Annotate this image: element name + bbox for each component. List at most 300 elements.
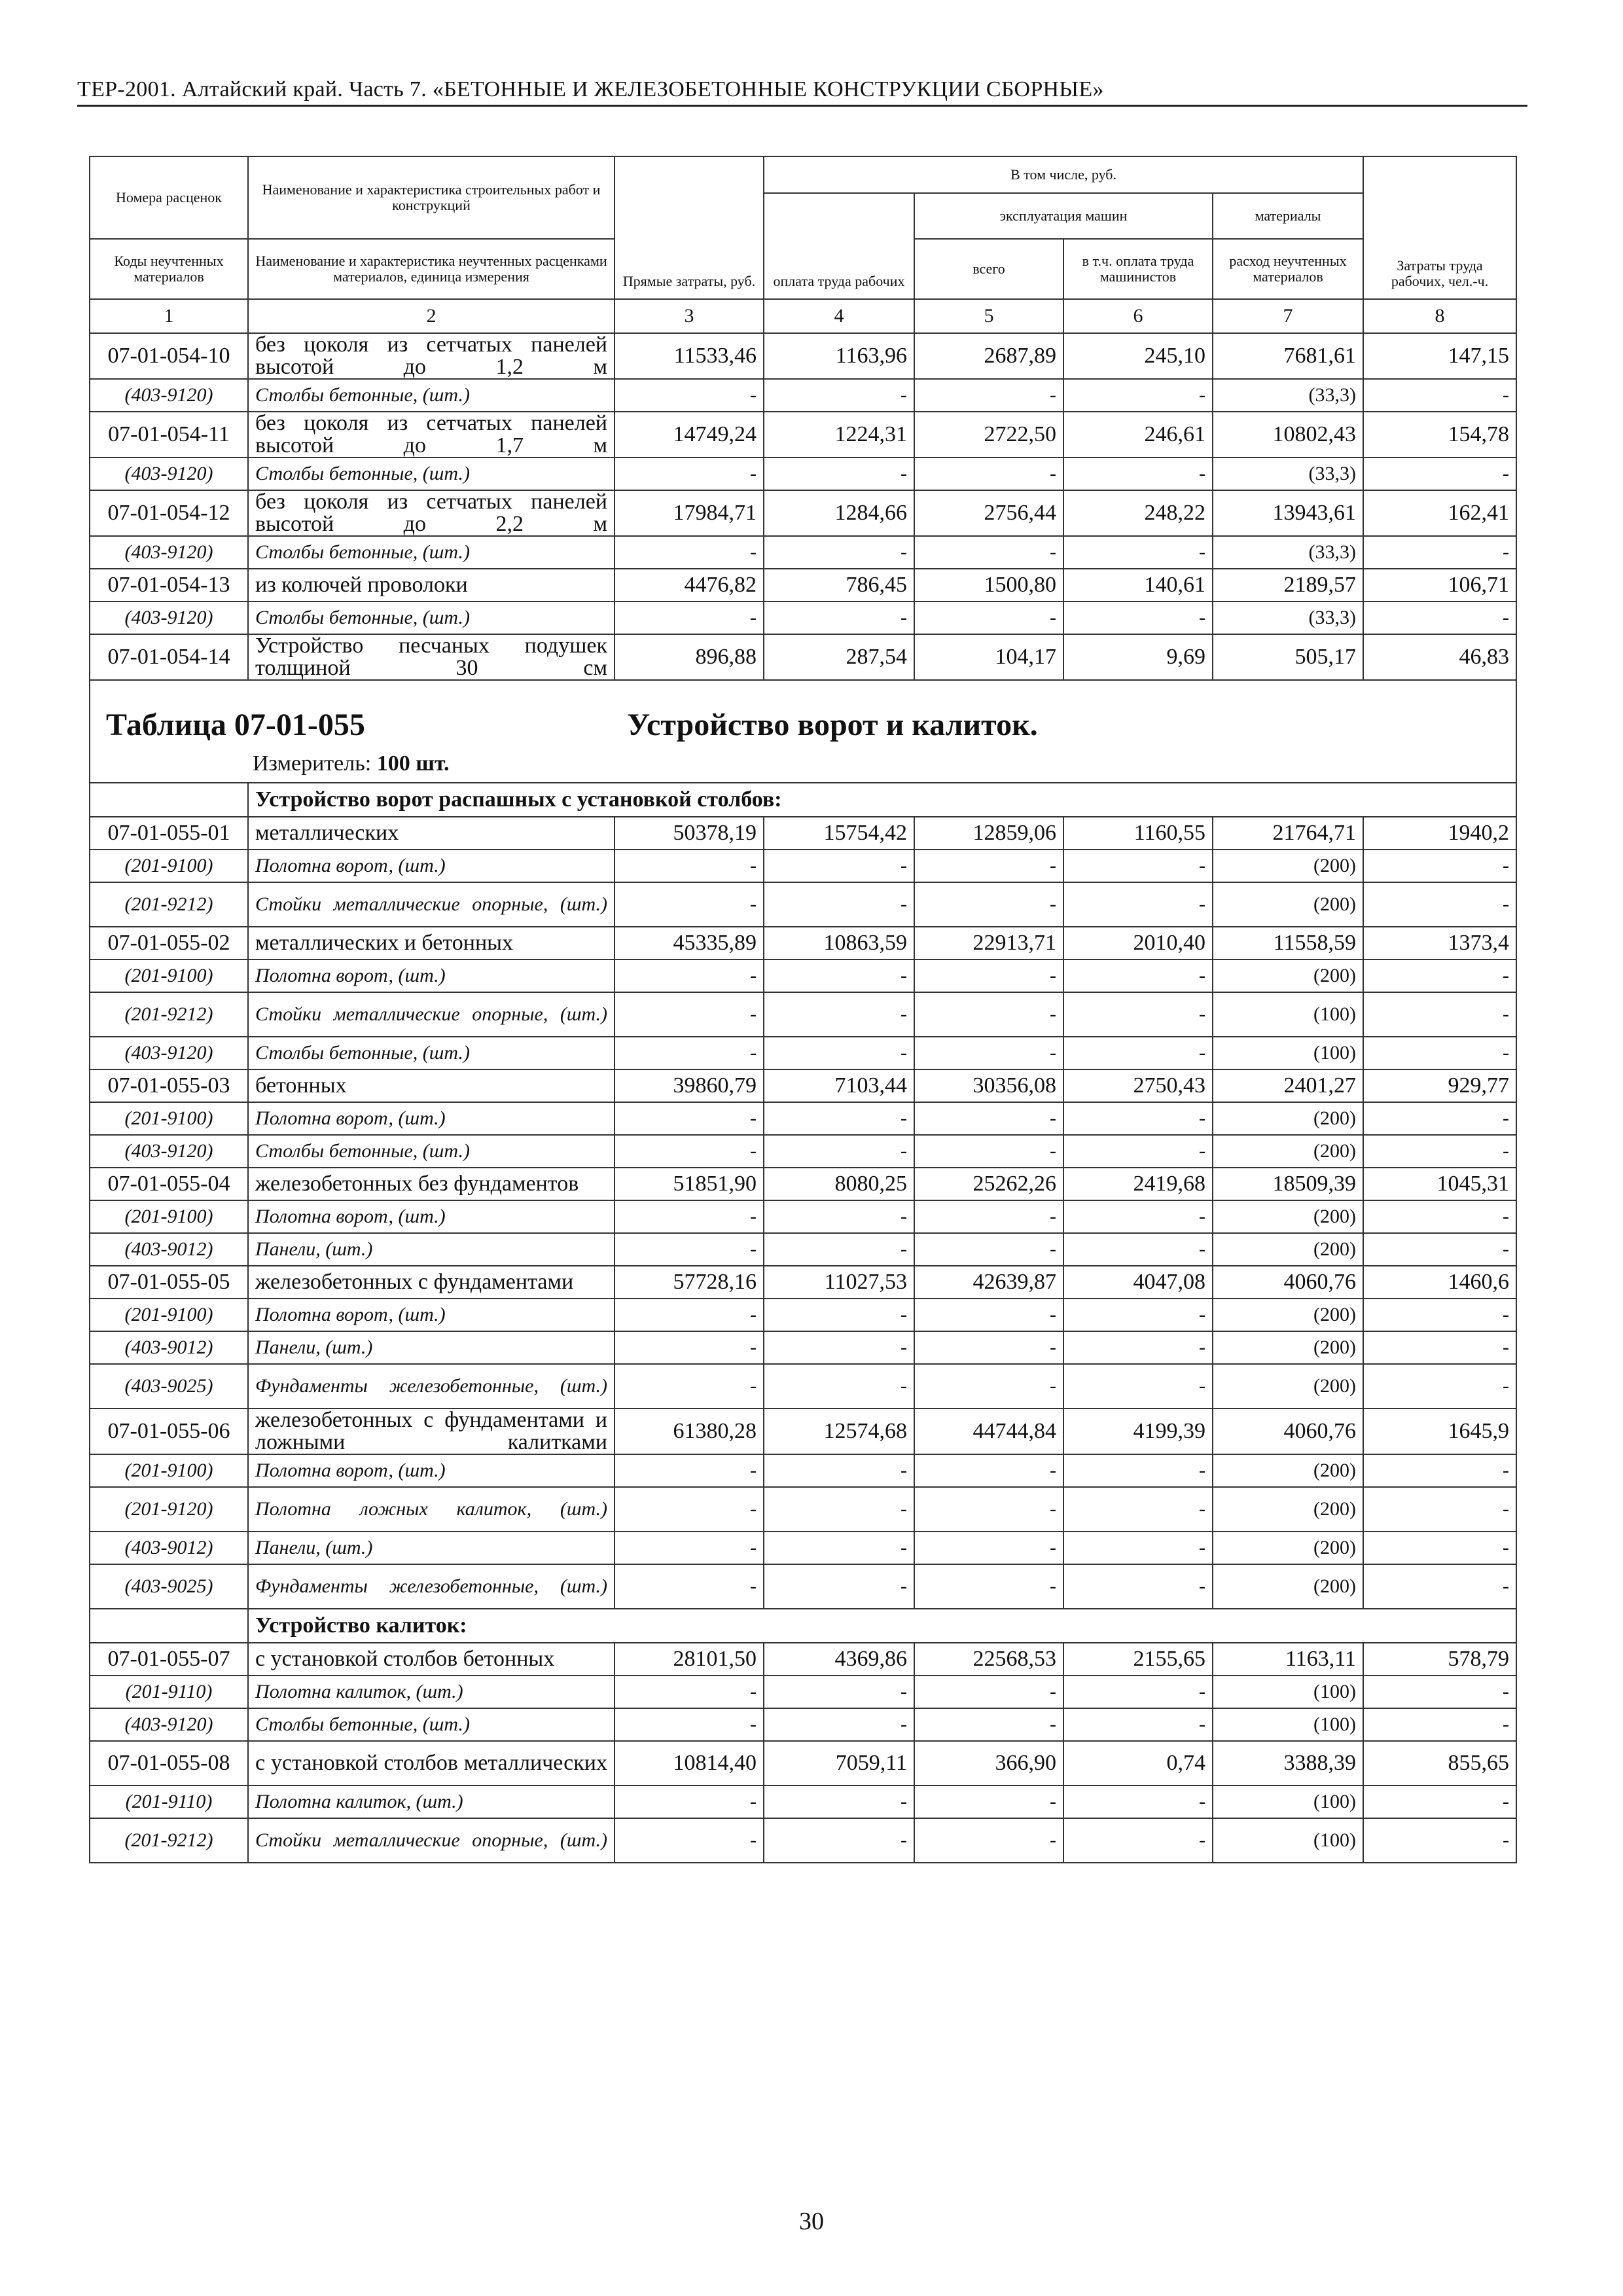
rate-value: 2010,40 [1063,927,1213,960]
rate-row [90,817,1516,850]
material-name: Панели, (шт.) [248,1233,615,1266]
rate-code: 07-01-055-06 [90,1408,248,1454]
material-name: Стойки металлические опорные, (шт.) [248,882,615,927]
dash-cell: - [1063,1564,1213,1609]
material-code: (403-9012) [90,1233,248,1266]
rate-value: 10802,43 [1213,412,1363,457]
dash-cell: - [914,882,1063,927]
material-name: Полотна ворот, (шт.) [248,1102,615,1135]
dash-cell: - [1063,1676,1213,1708]
rate-value: 2722,50 [914,412,1063,457]
material-name: Полотна калиток, (шт.) [248,1676,615,1708]
rate-value: 786,45 [764,569,914,601]
table-number: Таблица 07-01-055 [106,708,365,742]
material-qty: (33,3) [1213,536,1363,569]
rate-value: 248,22 [1063,490,1213,536]
rate-value: 17984,71 [615,490,764,536]
dash-cell: - [1063,992,1213,1037]
material-qty: (200) [1213,1200,1363,1233]
material-row [90,1102,1516,1135]
rate-value: 10863,59 [764,927,914,960]
dash-cell: - [615,1676,764,1708]
table-heading: Устройство ворот и калиток. [627,708,1038,742]
material-row [90,882,1516,927]
material-row [90,1708,1516,1741]
material-qty: (200) [1213,850,1363,882]
dash-cell: - [764,1200,914,1233]
dash-cell: - [1063,1785,1213,1818]
material-qty: (200) [1213,1564,1363,1609]
rate-code: 07-01-054-10 [90,333,248,379]
rate-name: с установкой столбов бетонных [248,1643,615,1676]
material-row [90,1037,1516,1069]
dash-cell: - [764,1102,914,1135]
dash-cell: - [764,1708,914,1741]
material-row [90,1487,1516,1532]
dash-cell: - [1363,1708,1516,1741]
dash-cell: - [615,882,764,927]
rate-row [90,1741,1516,1785]
material-name: Столбы бетонные, (шт.) [248,601,615,634]
rate-row [90,1408,1516,1454]
rate-name: металлических и бетонных [248,927,615,960]
material-name: Полотна ворот, (шт.) [248,1454,615,1487]
rate-value: 11558,59 [1213,927,1363,960]
rate-value: 18509,39 [1213,1168,1363,1200]
rate-value: 147,15 [1363,333,1516,379]
material-row [90,379,1516,412]
dash-cell: - [914,1037,1063,1069]
rate-value: 2687,89 [914,333,1063,379]
material-code: (201-9120) [90,1487,248,1532]
rate-value: 578,79 [1363,1643,1516,1676]
dash-cell: - [914,960,1063,992]
material-name: Полотна ложных калиток, (шт.) [248,1487,615,1532]
dash-cell: - [1063,1200,1213,1233]
dash-cell: - [1363,457,1516,490]
dash-cell: - [764,379,914,412]
rate-value: 245,10 [1063,333,1213,379]
rate-value: 855,65 [1363,1741,1516,1785]
material-name: Столбы бетонные, (шт.) [248,1135,615,1168]
material-code: (201-9100) [90,960,248,992]
dash-cell: - [1063,1487,1213,1532]
rate-value: 104,17 [914,634,1063,680]
rate-value: 162,41 [1363,490,1516,536]
material-name: Стойки металлические опорные, (шт.) [248,1818,615,1863]
rate-value: 2750,43 [1063,1069,1213,1102]
col4-header: оплата труда рабочих [764,193,914,299]
col6-header: в т.ч. оплата труда машинистов [1063,239,1213,299]
rate-name: из колючей проволоки [248,569,615,601]
dash-cell: - [1063,601,1213,634]
material-row [90,1364,1516,1408]
rate-name: Устройство песчаных подушек толщиной 30 см [248,634,615,680]
material-qty: (100) [1213,1785,1363,1818]
material-name: Фундаменты железобетонные, (шт.) [248,1364,615,1408]
rate-value: 4060,76 [1213,1408,1363,1454]
rate-value: 1224,31 [764,412,914,457]
section-row [90,783,1516,817]
dash-cell: - [1063,1708,1213,1741]
header-rule [77,105,1527,107]
dash-cell: - [615,1818,764,1863]
material-row [90,1818,1516,1863]
rate-value: 287,54 [764,634,914,680]
column-number: 5 [914,299,1063,333]
dash-cell: - [1363,1037,1516,1069]
dash-cell: - [1363,379,1516,412]
material-name: Столбы бетонные, (шт.) [248,1037,615,1069]
rate-value: 39860,79 [615,1069,764,1102]
rate-row [90,1069,1516,1102]
dash-cell: - [764,960,914,992]
material-name: Полотна ворот, (шт.) [248,1200,615,1233]
material-row [90,1785,1516,1818]
material-qty: (200) [1213,1364,1363,1408]
material-qty: (200) [1213,960,1363,992]
material-row [90,601,1516,634]
dash-cell: - [1063,1037,1213,1069]
col8-header: Затраты труда рабочих, чел.-ч. [1363,156,1516,299]
dash-cell: - [1363,1331,1516,1364]
material-qty: (200) [1213,1102,1363,1135]
dash-cell: - [764,1135,914,1168]
material-code: (201-9100) [90,1454,248,1487]
material-row [90,536,1516,569]
rate-value: 140,61 [1063,569,1213,601]
rate-value: 3388,39 [1213,1741,1363,1785]
rate-row [90,490,1516,536]
dash-cell: - [764,1454,914,1487]
rate-code: 07-01-055-01 [90,817,248,850]
dash-cell: - [615,1299,764,1331]
dash-cell: - [914,536,1063,569]
material-qty: (100) [1213,1818,1363,1863]
material-qty: (200) [1213,1135,1363,1168]
column-numbers-row [90,299,1516,333]
rate-value: 12859,06 [914,817,1063,850]
material-code: (201-9100) [90,1102,248,1135]
dash-cell: - [1063,960,1213,992]
rate-value: 246,61 [1063,412,1213,457]
rate-row [90,412,1516,457]
dash-cell: - [1063,882,1213,927]
rate-value: 7059,11 [764,1741,914,1785]
dash-cell: - [1063,1135,1213,1168]
rate-name: бетонных [248,1069,615,1102]
col3-header: Прямые затраты, руб. [615,156,764,299]
dash-cell: - [914,1532,1063,1564]
table-body-054 [90,333,1516,680]
rate-value: 1645,9 [1363,1408,1516,1454]
rate-value: 2419,68 [1063,1168,1213,1200]
page-number: 30 [799,2208,824,2235]
material-name: Полотна ворот, (шт.) [248,1299,615,1331]
material-code: (403-9025) [90,1364,248,1408]
material-qty: (200) [1213,882,1363,927]
col2-top-header: Наименование и характеристика строительных работ и конструкций [248,156,615,239]
section-title: Устройство калиток: [248,1609,1516,1643]
dash-cell: - [1063,536,1213,569]
dash-cell: - [1363,850,1516,882]
section-row [90,1609,1516,1643]
rate-name: металлических [248,817,615,850]
material-code: (201-9110) [90,1785,248,1818]
dash-cell: - [914,1102,1063,1135]
material-code: (201-9100) [90,850,248,882]
material-qty: (100) [1213,992,1363,1037]
dash-cell: - [914,1487,1063,1532]
dash-cell: - [1363,601,1516,634]
col2-bottom-header: Наименование и характеристика неучтенных расценками материалов, единица измерения [248,239,615,299]
rate-code: 07-01-054-13 [90,569,248,601]
material-name: Полотна ворот, (шт.) [248,960,615,992]
dash-cell: - [914,1200,1063,1233]
rate-row [90,1168,1516,1200]
col1-top-header: Номера расценок [90,156,248,239]
dash-cell: - [1363,1299,1516,1331]
dash-cell: - [914,1454,1063,1487]
dash-cell: - [1363,1785,1516,1818]
dash-cell: - [615,960,764,992]
col5-header: всего [914,239,1063,299]
rate-value: 366,90 [914,1741,1063,1785]
dash-cell: - [1363,992,1516,1037]
dash-cell: - [914,1564,1063,1609]
rate-name: без цоколя из сетчатых панелей высотой до 1,2 м [248,333,615,379]
dash-cell: - [764,601,914,634]
dash-cell: - [914,1135,1063,1168]
material-code: (403-9025) [90,1564,248,1609]
rate-value: 1373,4 [1363,927,1516,960]
dash-cell: - [914,457,1063,490]
dash-cell: - [764,1233,914,1266]
material-qty: (200) [1213,1532,1363,1564]
dash-cell: - [615,1564,764,1609]
rate-value: 1500,80 [914,569,1063,601]
rate-value: 4047,08 [1063,1266,1213,1299]
dash-cell: - [764,1564,914,1609]
material-code: (201-9212) [90,992,248,1037]
rate-value: 1940,2 [1363,817,1516,850]
rate-code: 07-01-055-02 [90,927,248,960]
material-name: Панели, (шт.) [248,1331,615,1364]
material-qty: (100) [1213,1037,1363,1069]
dash-cell: - [764,1532,914,1564]
rate-row [90,333,1516,379]
rate-value: 61380,28 [615,1408,764,1454]
material-code: (403-9120) [90,1037,248,1069]
material-qty: (33,3) [1213,379,1363,412]
dash-cell: - [1363,1676,1516,1708]
material-row [90,1532,1516,1564]
rate-value: 154,78 [1363,412,1516,457]
dash-cell: - [914,1331,1063,1364]
dash-cell: - [1363,1200,1516,1233]
dash-cell: - [615,1037,764,1069]
table-body-055a [90,817,1516,1609]
rate-name: железобетонных с фундаментами [248,1266,615,1299]
dash-cell: - [764,882,914,927]
dash-cell: - [914,1708,1063,1741]
rate-value: 4199,39 [1063,1408,1213,1454]
dash-cell: - [1063,1102,1213,1135]
material-name: Столбы бетонные, (шт.) [248,1708,615,1741]
rate-row [90,634,1516,680]
rate-value: 7103,44 [764,1069,914,1102]
rate-value: 11533,46 [615,333,764,379]
rate-name: железобетонных без фундаментов [248,1168,615,1200]
rate-value: 2155,65 [1063,1643,1213,1676]
material-name: Фундаменты железобетонные, (шт.) [248,1564,615,1609]
dash-cell: - [615,992,764,1037]
group-main-header: В том числе, руб. [764,156,1363,193]
material-code: (403-9120) [90,601,248,634]
rate-name: без цоколя из сетчатых панелей высотой до 1,7 м [248,412,615,457]
rate-row [90,1266,1516,1299]
material-qty: (200) [1213,1487,1363,1532]
material-qty: (200) [1213,1299,1363,1331]
dash-cell: - [764,457,914,490]
material-name: Столбы бетонные, (шт.) [248,536,615,569]
rate-code: 07-01-055-03 [90,1069,248,1102]
material-row [90,1454,1516,1487]
material-code: (201-9212) [90,1818,248,1863]
section-title: Устройство ворот распашных с установкой столбов: [248,783,1516,817]
dash-cell: - [615,1102,764,1135]
dash-cell: - [764,1331,914,1364]
document-header: ТЕР-2001. Алтайский край. Часть 7. «БЕТОННЫЕ И ЖЕЛЕЗОБЕТОННЫЕ КОНСТРУКЦИИ СБОРНЫЕ» [77,77,1104,101]
rate-value: 46,83 [1363,634,1516,680]
rate-value: 4060,76 [1213,1266,1363,1299]
dash-cell: - [1063,1454,1213,1487]
rate-name: железобетонных с фундаментами и ложными калитками [248,1408,615,1454]
dash-cell: - [1063,1818,1213,1863]
rate-value: 15754,42 [764,817,914,850]
rate-value: 505,17 [1213,634,1363,680]
dash-cell: - [615,1135,764,1168]
rate-value: 8080,25 [764,1168,914,1200]
rate-row [90,1643,1516,1676]
material-row [90,1676,1516,1708]
dash-cell: - [1063,1532,1213,1564]
rate-name: с установкой столбов металлических [248,1741,615,1785]
column-number: 1 [90,299,248,333]
material-qty: (200) [1213,1454,1363,1487]
dash-cell: - [1363,1102,1516,1135]
dash-cell: - [1363,882,1516,927]
rate-value: 45335,89 [615,927,764,960]
rate-value: 14749,24 [615,412,764,457]
rate-code: 07-01-054-14 [90,634,248,680]
material-qty: (33,3) [1213,457,1363,490]
col1-bottom-header: Коды неучтенных материалов [90,239,248,299]
rate-value: 1163,11 [1213,1643,1363,1676]
material-row [90,1299,1516,1331]
material-row [90,1135,1516,1168]
table-055-title [90,680,1516,817]
dash-cell: - [914,1785,1063,1818]
dash-cell: - [1063,1233,1213,1266]
dash-cell: - [1363,1532,1516,1564]
material-name: Столбы бетонные, (шт.) [248,457,615,490]
dash-cell: - [764,1299,914,1331]
rate-code: 07-01-054-11 [90,412,248,457]
rate-value: 1163,96 [764,333,914,379]
rate-value: 11027,53 [764,1266,914,1299]
rate-value: 1460,6 [1363,1266,1516,1299]
dash-cell: - [914,1364,1063,1408]
dash-cell: - [1363,1818,1516,1863]
dash-cell: - [1363,1135,1516,1168]
material-name: Стойки металлические опорные, (шт.) [248,992,615,1037]
rate-value: 51851,90 [615,1168,764,1200]
material-code: (403-9012) [90,1532,248,1564]
rate-code: 07-01-055-04 [90,1168,248,1200]
dash-cell: - [615,1454,764,1487]
dash-cell: - [914,379,1063,412]
rate-value: 50378,19 [615,817,764,850]
dash-cell: - [1063,379,1213,412]
rate-value: 44744,84 [914,1408,1063,1454]
group-materials-header: материалы [1213,193,1363,239]
table-header [90,156,1516,333]
dash-cell: - [764,992,914,1037]
material-qty: (33,3) [1213,601,1363,634]
rate-value: 12574,68 [764,1408,914,1454]
material-row [90,1564,1516,1609]
rate-value: 1045,31 [1363,1168,1516,1200]
dash-cell: - [615,379,764,412]
table-body-055b [90,1643,1516,1863]
material-code: (403-9120) [90,1708,248,1741]
rate-value: 2401,27 [1213,1069,1363,1102]
rate-value: 929,77 [1363,1069,1516,1102]
material-row [90,457,1516,490]
rate-value: 106,71 [1363,569,1516,601]
material-qty: (100) [1213,1708,1363,1741]
rate-code: 07-01-055-07 [90,1643,248,1676]
rate-value: 30356,08 [914,1069,1063,1102]
column-number: 2 [248,299,615,333]
rate-row [90,927,1516,960]
material-name: Полотна калиток, (шт.) [248,1785,615,1818]
rate-code: 07-01-055-05 [90,1266,248,1299]
dash-cell: - [1363,1564,1516,1609]
material-name: Панели, (шт.) [248,1532,615,1564]
dash-cell: - [615,1532,764,1564]
material-code: (403-9012) [90,1331,248,1364]
dash-cell: - [1363,1454,1516,1487]
dash-cell: - [1063,1364,1213,1408]
dash-cell: - [1363,1364,1516,1408]
column-number: 4 [764,299,914,333]
dash-cell: - [1063,1331,1213,1364]
rate-value: 10814,40 [615,1741,764,1785]
dash-cell: - [1363,960,1516,992]
dash-cell: - [615,1785,764,1818]
dash-cell: - [764,1818,914,1863]
material-row [90,1233,1516,1266]
dash-cell: - [914,850,1063,882]
rate-row [90,569,1516,601]
dash-cell: - [914,1233,1063,1266]
rate-value: 57728,16 [615,1266,764,1299]
dash-cell: - [1063,850,1213,882]
rate-value: 7681,61 [1213,333,1363,379]
col7-header: расход неучтенных материалов [1213,239,1363,299]
